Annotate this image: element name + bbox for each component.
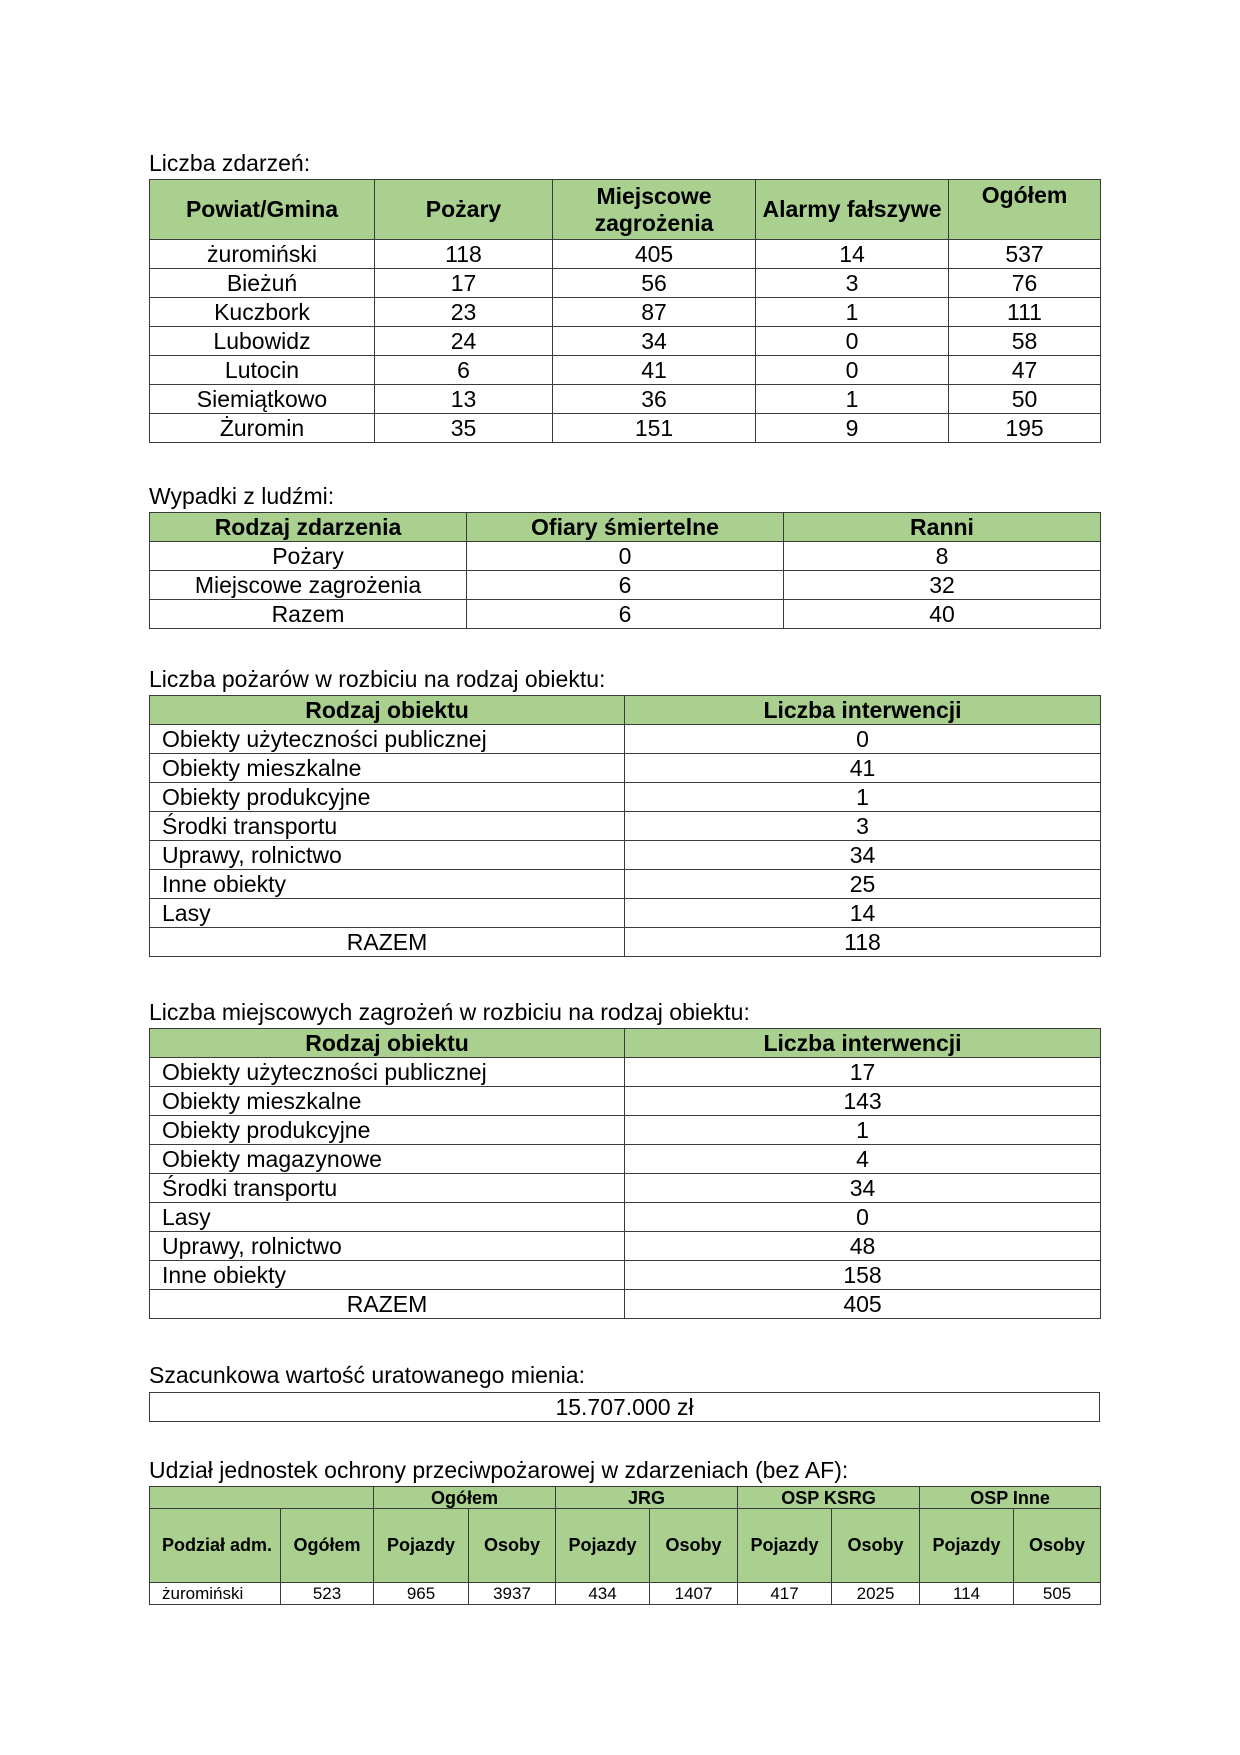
table-row: [150, 385, 1101, 414]
cell-object: Uprawy, rolnictwo: [150, 841, 625, 870]
cell-name: Lubowidz: [150, 327, 375, 356]
cell-object: Obiekty użyteczności publicznej: [150, 725, 625, 754]
cell-ogolem: 50: [949, 385, 1101, 414]
header-osoby: Osoby: [1014, 1509, 1101, 1583]
cell-count: 118: [625, 928, 1101, 957]
cell-object: Obiekty użyteczności publicznej: [150, 1058, 625, 1087]
cell-count: 34: [625, 841, 1101, 870]
events-header-row: [150, 180, 1101, 240]
group-ogolem: Ogółem: [374, 1487, 556, 1509]
table-row: [150, 298, 1101, 327]
cell-object: Obiekty magazynowe: [150, 1145, 625, 1174]
header-liczba-interwencji: Liczba interwencji: [625, 1029, 1101, 1058]
accidents-caption: Wypadki z ludźmi:: [149, 483, 335, 509]
cell-mz: 36: [553, 385, 756, 414]
table-row: [150, 1203, 1101, 1232]
cell-pozary: 35: [375, 414, 553, 443]
cell-value: 1407: [650, 1583, 738, 1605]
cell-count: 41: [625, 754, 1101, 783]
header-ogolem: Ogółem: [281, 1509, 374, 1583]
header-pozary: Pożary: [375, 180, 553, 240]
cell-object: Obiekty mieszkalne: [150, 754, 625, 783]
cell-deaths: 6: [467, 600, 784, 629]
cell-af: 9: [756, 414, 949, 443]
table-row: [150, 1261, 1101, 1290]
units-group-row: [150, 1487, 1101, 1509]
cell-pozary: 118: [375, 240, 553, 269]
cell-object: Inne obiekty: [150, 870, 625, 899]
cell-name: żuromiński: [150, 240, 375, 269]
table-row: [150, 1393, 1100, 1422]
cell-injured: 40: [784, 600, 1101, 629]
table-row: [150, 899, 1101, 928]
header-ofiary-smiertelne: Ofiary śmiertelne: [467, 513, 784, 542]
table-row: [150, 725, 1101, 754]
cell-mz: 151: [553, 414, 756, 443]
events-caption: Liczba zdarzeń:: [149, 150, 311, 176]
cell-object: Środki transportu: [150, 812, 625, 841]
cell-count: 3: [625, 812, 1101, 841]
table-row: [150, 542, 1101, 571]
table-row: [150, 870, 1101, 899]
cell-af: 3: [756, 269, 949, 298]
cell-object: Inne obiekty: [150, 1261, 625, 1290]
cell-pozary: 13: [375, 385, 553, 414]
cell-af: 1: [756, 385, 949, 414]
cell-mz: 41: [553, 356, 756, 385]
header-liczba-interwencji: Liczba interwencji: [625, 696, 1101, 725]
cell-mz: 56: [553, 269, 756, 298]
table-row: [150, 356, 1101, 385]
cell-mz: 405: [553, 240, 756, 269]
cell-object: Lasy: [150, 899, 625, 928]
cell-name: Siemiątkowo: [150, 385, 375, 414]
table-row: [150, 812, 1101, 841]
cell-value: 114: [920, 1583, 1014, 1605]
header-rodzaj-obiektu: Rodzaj obiektu: [150, 696, 625, 725]
header-alarmy-falszywe: Alarmy fałszywe: [756, 180, 949, 240]
cell-count: 1: [625, 1116, 1101, 1145]
threats-total-row: [150, 1290, 1101, 1319]
header-miejscowe-zagrozenia: Miejscowe zagrożenia: [553, 180, 756, 240]
cell-name: Żuromin: [150, 414, 375, 443]
events-total-row: [150, 240, 1101, 269]
cell-deaths: 6: [467, 571, 784, 600]
header-rodzaj-zdarzenia: Rodzaj zdarzenia: [150, 513, 467, 542]
cell-mz: 34: [553, 327, 756, 356]
cell-value: 2025: [832, 1583, 920, 1605]
units-subheader-row: [150, 1509, 1101, 1583]
header-ogolem: Ogółem: [949, 180, 1101, 240]
cell-value: 965: [374, 1583, 469, 1605]
cell-mz: 87: [553, 298, 756, 327]
table-row: [150, 841, 1101, 870]
threats-header-row: [150, 1029, 1101, 1058]
cell-af: 0: [756, 327, 949, 356]
header-osoby: Osoby: [832, 1509, 920, 1583]
table-row: [150, 269, 1101, 298]
cell-af: 14: [756, 240, 949, 269]
header-pojazdy: Pojazdy: [920, 1509, 1014, 1583]
cell-object: RAZEM: [150, 928, 625, 957]
units-group-empty: [150, 1487, 374, 1509]
header-pojazdy: Pojazdy: [556, 1509, 650, 1583]
cell-ogolem: 111: [949, 298, 1101, 327]
cell-value: 434: [556, 1583, 650, 1605]
fires-caption: Liczba pożarów w rozbiciu na rodzaj obiektu:: [149, 666, 606, 692]
fires-header-row: [150, 696, 1101, 725]
units-caption: Udział jednostek ochrony przeciwpożarowej w zdarzeniach (bez AF):: [149, 1457, 849, 1483]
cell-injured: 32: [784, 571, 1101, 600]
cell-total: 523: [281, 1583, 374, 1605]
cell-count: 1: [625, 783, 1101, 812]
cell-object: Obiekty produkcyjne: [150, 1116, 625, 1145]
cell-name: Lutocin: [150, 356, 375, 385]
table-row: [150, 783, 1101, 812]
cell-ogolem: 195: [949, 414, 1101, 443]
cell-count: 143: [625, 1087, 1101, 1116]
cell-af: 0: [756, 356, 949, 385]
cell-name: Kuczbork: [150, 298, 375, 327]
cell-deaths: 0: [467, 542, 784, 571]
cell-value: 417: [738, 1583, 832, 1605]
group-osp-ksrg: OSP KSRG: [738, 1487, 920, 1509]
cell-count: 405: [625, 1290, 1101, 1319]
fires-total-row: [150, 928, 1101, 957]
table-row: [150, 1145, 1101, 1174]
cell-count: 0: [625, 725, 1101, 754]
table-row: [150, 571, 1101, 600]
cell-value: 505: [1014, 1583, 1101, 1605]
cell-type: Miejscowe zagrożenia: [150, 571, 467, 600]
cell-count: 48: [625, 1232, 1101, 1261]
header-ranni: Ranni: [784, 513, 1101, 542]
table-row: [150, 1116, 1101, 1145]
cell-name: Bieżuń: [150, 269, 375, 298]
cell-count: 158: [625, 1261, 1101, 1290]
threats-caption: Liczba miejscowych zagrożeń w rozbiciu na rodzaj obiektu:: [149, 999, 750, 1025]
threats-table: [149, 1028, 1101, 1319]
cell-count: 14: [625, 899, 1101, 928]
cell-type: Razem: [150, 600, 467, 629]
cell-ogolem: 76: [949, 269, 1101, 298]
cell-count: 34: [625, 1174, 1101, 1203]
table-row: [150, 414, 1101, 443]
accidents-total-row: [150, 600, 1101, 629]
header-osoby: Osoby: [650, 1509, 738, 1583]
cell-object: Środki transportu: [150, 1174, 625, 1203]
group-osp-inne: OSP Inne: [920, 1487, 1101, 1509]
table-row: [150, 1087, 1101, 1116]
cell-ogolem: 47: [949, 356, 1101, 385]
header-pojazdy: Pojazdy: [738, 1509, 832, 1583]
table-row: [150, 1174, 1101, 1203]
saved-property-value: 15.707.000 zł: [150, 1393, 1100, 1422]
fires-table: [149, 695, 1101, 957]
table-row: [150, 327, 1101, 356]
header-podzial-adm: Podział adm.: [150, 1509, 281, 1583]
table-row: [150, 754, 1101, 783]
table-row: [150, 1583, 1101, 1605]
cell-count: 0: [625, 1203, 1101, 1232]
saved-property-table: [149, 1392, 1100, 1422]
header-powiat-gmina: Powiat/Gmina: [150, 180, 375, 240]
group-jrg: JRG: [556, 1487, 738, 1509]
cell-ogolem: 58: [949, 327, 1101, 356]
header-pojazdy: Pojazdy: [374, 1509, 469, 1583]
cell-object: Obiekty mieszkalne: [150, 1087, 625, 1116]
cell-pozary: 24: [375, 327, 553, 356]
cell-object: Lasy: [150, 1203, 625, 1232]
units-table: [149, 1486, 1101, 1605]
cell-pozary: 23: [375, 298, 553, 327]
cell-pozary: 17: [375, 269, 553, 298]
events-table: [149, 179, 1101, 443]
cell-type: Pożary: [150, 542, 467, 571]
table-row: [150, 1232, 1101, 1261]
accidents-table: [149, 512, 1101, 629]
cell-af: 1: [756, 298, 949, 327]
cell-name: żuromiński: [150, 1583, 281, 1605]
header-osoby: Osoby: [469, 1509, 556, 1583]
table-row: [150, 1058, 1101, 1087]
header-rodzaj-obiektu: Rodzaj obiektu: [150, 1029, 625, 1058]
cell-injured: 8: [784, 542, 1101, 571]
cell-count: 25: [625, 870, 1101, 899]
cell-value: 3937: [469, 1583, 556, 1605]
saved-property-caption: Szacunkowa wartość uratowanego mienia:: [149, 1362, 585, 1388]
cell-count: 4: [625, 1145, 1101, 1174]
cell-ogolem: 537: [949, 240, 1101, 269]
accidents-header-row: [150, 513, 1101, 542]
cell-count: 17: [625, 1058, 1101, 1087]
cell-object: RAZEM: [150, 1290, 625, 1319]
cell-pozary: 6: [375, 356, 553, 385]
cell-object: Obiekty produkcyjne: [150, 783, 625, 812]
cell-object: Uprawy, rolnictwo: [150, 1232, 625, 1261]
